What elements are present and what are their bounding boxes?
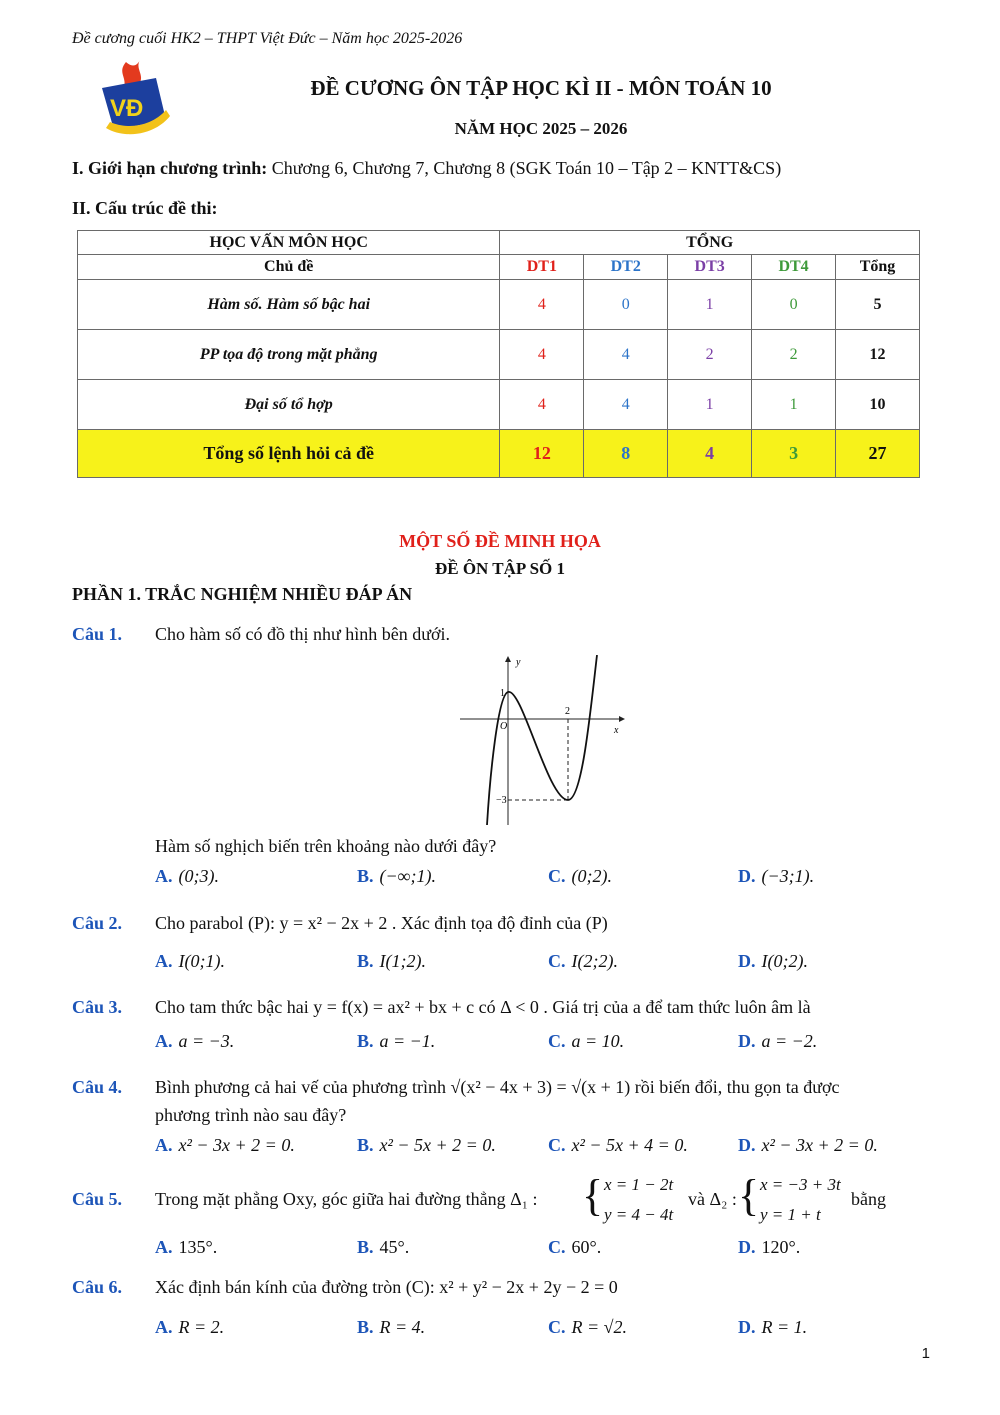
option-text: a = −3. — [178, 1031, 235, 1051]
col-dt2: DT2 — [584, 255, 668, 280]
question-text: Cho tam thức bậc hai y = f(x) = ax² + bx + c có Δ < 0 . Giá trị của a để tam thức luôn âm là — [155, 997, 811, 1017]
cell-dt2: 4 — [584, 330, 668, 380]
option-a[interactable] — [155, 866, 219, 887]
option-key: C. — [548, 1317, 566, 1337]
option-text: x² − 3x + 2 = 0. — [761, 1135, 878, 1155]
function-graph — [460, 655, 630, 825]
option-text: I(0;2). — [761, 951, 808, 971]
option-key: C. — [548, 951, 566, 971]
question-label: Câu 6. — [72, 1277, 123, 1297]
option-text: I(2;2). — [571, 951, 618, 971]
option-d[interactable] — [738, 1237, 800, 1258]
section-scope-text: Chương 6, Chương 7, Chương 8 (SGK Toán 10 – Tập 2 – KNTT&CS) — [267, 158, 782, 178]
system2-line1: x = −3 + 3t — [760, 1175, 841, 1194]
document-title: ĐỀ CƯƠNG ÔN TẬP HỌC KÌ II - MÔN TOÁN 10 — [310, 76, 772, 100]
cell-dt1: 4 — [500, 330, 584, 380]
option-key: D. — [738, 1031, 756, 1051]
option-key: A. — [155, 1031, 173, 1051]
option-key: B. — [357, 1031, 374, 1051]
option-text: 120°. — [761, 1237, 801, 1257]
option-c[interactable] — [548, 1031, 624, 1052]
option-a[interactable] — [155, 1031, 234, 1052]
question-text-2: Hàm số nghịch biến trên khoảng nào dưới đây? — [155, 836, 497, 856]
option-key: D. — [738, 1135, 756, 1155]
exam-heading: ĐỀ ÔN TẬP SỐ 1 — [434, 559, 566, 578]
option-text: (−3;1). — [761, 866, 815, 886]
option-text: (−∞;1). — [379, 866, 436, 886]
option-key: A. — [155, 866, 173, 886]
option-text: a = −2. — [761, 1031, 818, 1051]
option-text: a = 10. — [571, 1031, 625, 1051]
option-c[interactable] — [548, 1317, 627, 1338]
cell-dt1: 4 — [500, 380, 584, 430]
total-dt2: 8 — [584, 430, 668, 478]
cell-dt3: 1 — [668, 380, 752, 430]
question-label: Câu 3. — [72, 997, 123, 1017]
system1-line1: x = 1 − 2t — [604, 1175, 674, 1194]
option-key: B. — [357, 866, 374, 886]
svg-text:VĐ: VĐ — [110, 95, 144, 122]
total-sum: 27 — [836, 430, 920, 478]
option-a[interactable] — [155, 1135, 295, 1156]
option-c[interactable] — [548, 1237, 601, 1258]
option-text: 45°. — [379, 1237, 410, 1257]
section-scope-label: I. Giới hạn chương trình: — [72, 158, 268, 178]
option-text: 135°. — [178, 1237, 218, 1257]
cell-dt3: 2 — [668, 330, 752, 380]
total-label: Tổng số lệnh hỏi cả đề — [78, 430, 500, 478]
option-b[interactable] — [357, 951, 426, 972]
table-row — [78, 330, 920, 380]
option-text: 60°. — [571, 1237, 602, 1257]
row-topic: Hàm số. Hàm số bậc hai — [78, 280, 500, 330]
option-text: x² − 5x + 4 = 0. — [571, 1135, 688, 1155]
system1-line2: y = 4 − 4t — [604, 1205, 674, 1224]
question-text: Cho parabol (P): y = x² − 2x + 2 . Xác định tọa độ đỉnh của (P) — [155, 913, 608, 933]
sample-exams-heading: MỘT SỐ ĐỀ MINH HỌA — [399, 531, 601, 551]
option-d[interactable] — [738, 951, 808, 972]
graph-y-label: y — [516, 657, 521, 668]
section-structure-label: II. Cấu trúc đề thi: — [72, 198, 218, 218]
option-key: C. — [548, 1237, 566, 1257]
option-key: D. — [738, 1237, 756, 1257]
graph-x-label: x — [614, 725, 619, 736]
cell-total: 5 — [836, 280, 920, 330]
page-number: 1 — [921, 1345, 930, 1362]
option-text: (0;2). — [571, 866, 612, 886]
total-dt4: 3 — [752, 430, 836, 478]
col-dt4: DT4 — [752, 255, 836, 280]
question-label: Câu 4. — [72, 1077, 123, 1097]
option-key: A. — [155, 1135, 173, 1155]
col-topic: Chủ đề — [78, 255, 500, 280]
cell-dt2: 4 — [584, 380, 668, 430]
option-text: a = −1. — [379, 1031, 436, 1051]
cell-dt4: 2 — [752, 330, 836, 380]
option-d[interactable] — [738, 866, 814, 887]
option-a[interactable] — [155, 951, 225, 972]
total-dt3: 4 — [668, 430, 752, 478]
option-d[interactable] — [738, 1135, 878, 1156]
question-text: Trong mặt phẳng Oxy, góc giữa hai đường thẳng Δ₁ : — [155, 1189, 538, 1209]
section-scope — [72, 158, 781, 179]
option-c[interactable] — [548, 866, 612, 887]
question-text-end: bằng — [851, 1189, 886, 1209]
option-key: B. — [357, 1135, 374, 1155]
question-text-2: phương trình nào sau đây? — [155, 1105, 347, 1125]
table-row — [78, 280, 920, 330]
option-c[interactable] — [548, 1135, 688, 1156]
option-key: B. — [357, 1237, 374, 1257]
running-header: Đề cương cuối HK2 – THPT Việt Đức – Năm học 2025-2026 — [72, 30, 463, 47]
option-key: C. — [548, 1031, 566, 1051]
option-text: x² − 3x + 2 = 0. — [178, 1135, 295, 1155]
option-key: C. — [548, 1135, 566, 1155]
option-text: x² − 5x + 2 = 0. — [379, 1135, 496, 1155]
graph-origin-label: O — [500, 721, 508, 732]
option-a[interactable] — [155, 1237, 217, 1258]
question-text: Bình phương cả hai vế của phương trình √(x² − 4x + 3) = √(x + 1) rồi biến đổi, thu gọn ta được — [155, 1077, 840, 1097]
option-text: R = 4. — [379, 1317, 426, 1337]
question-label: Câu 1. — [72, 624, 123, 644]
col-total: Tổng — [836, 255, 920, 280]
option-key: C. — [548, 866, 566, 886]
question-text: Cho hàm số có đồ thị như hình bên dưới. — [155, 624, 451, 644]
option-b[interactable] — [357, 1031, 435, 1052]
col-dt1: DT1 — [500, 255, 584, 280]
system-brace: { — [582, 1171, 604, 1220]
option-key: A. — [155, 951, 173, 971]
cell-total: 10 — [836, 380, 920, 430]
option-text: (0;3). — [178, 866, 219, 886]
exam-structure-table — [77, 230, 920, 478]
row-topic: Đại số tổ hợp — [78, 380, 500, 430]
option-key: D. — [738, 951, 756, 971]
option-key: B. — [357, 951, 374, 971]
table-row — [78, 380, 920, 430]
option-text: R = 2. — [178, 1317, 225, 1337]
option-d[interactable] — [738, 1031, 817, 1052]
table-total-row — [78, 430, 920, 478]
cell-dt4: 0 — [752, 280, 836, 330]
cell-dt2: 0 — [584, 280, 668, 330]
option-key: D. — [738, 1317, 756, 1337]
question-text-mid: và Δ₂ : — [688, 1189, 737, 1209]
option-b[interactable] — [357, 866, 436, 887]
graph-tick-1: 1 — [500, 688, 505, 699]
header-total: TỔNG — [500, 231, 920, 255]
row-topic: PP tọa độ trong mặt phẳng — [78, 330, 500, 380]
option-text: I(0;1). — [178, 951, 225, 971]
option-text: I(1;2). — [379, 951, 426, 971]
option-key: A. — [155, 1317, 173, 1337]
system-brace: { — [738, 1171, 760, 1220]
question-label: Câu 2. — [72, 913, 123, 933]
header-subject: HỌC VẤN MÔN HỌC — [78, 231, 500, 255]
option-b[interactable] — [357, 1135, 496, 1156]
school-year: NĂM HỌC 2025 – 2026 — [454, 119, 628, 138]
cell-total: 12 — [836, 330, 920, 380]
system2-line2: y = 1 + t — [760, 1205, 821, 1224]
option-d[interactable] — [738, 1317, 807, 1338]
option-b[interactable] — [357, 1317, 425, 1338]
option-text: R = 1. — [761, 1317, 808, 1337]
graph-tick-neg3: −3 — [496, 795, 507, 806]
cell-dt3: 1 — [668, 280, 752, 330]
col-dt3: DT3 — [668, 255, 752, 280]
question-text: Xác định bán kính của đường tròn (C): x² + y² − 2x + 2y − 2 = 0 — [155, 1277, 618, 1297]
graph-tick-2: 2 — [565, 706, 570, 717]
option-b[interactable] — [357, 1237, 409, 1258]
option-c[interactable] — [548, 951, 618, 972]
total-dt1: 12 — [500, 430, 584, 478]
option-key: A. — [155, 1237, 173, 1257]
option-key: D. — [738, 866, 756, 886]
option-text: R = √2. — [571, 1317, 628, 1337]
cell-dt1: 4 — [500, 280, 584, 330]
cell-dt4: 1 — [752, 380, 836, 430]
option-a[interactable] — [155, 1317, 224, 1338]
option-key: B. — [357, 1317, 374, 1337]
part-heading: PHẦN 1. TRẮC NGHIỆM NHIỀU ĐÁP ÁN — [72, 584, 413, 604]
question-label: Câu 5. — [72, 1189, 123, 1209]
